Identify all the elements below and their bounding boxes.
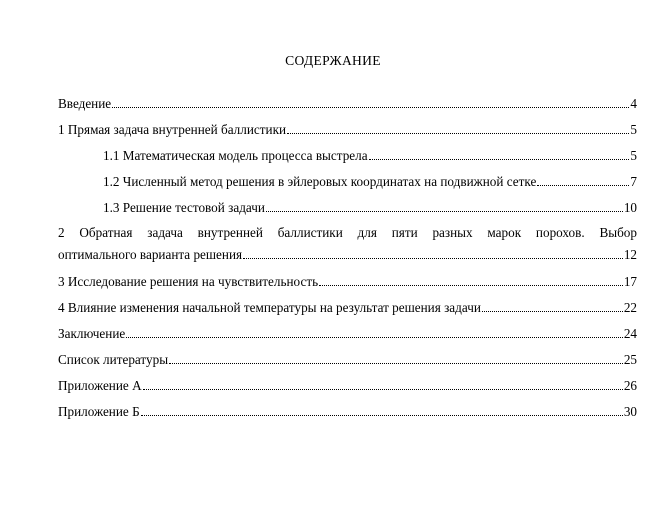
toc-entry-text: 1 Прямая задача внутренней баллистики bbox=[58, 122, 287, 137]
toc-leader-dots bbox=[243, 245, 623, 259]
toc-leader-dots bbox=[369, 146, 630, 160]
toc-page-number: 22 bbox=[623, 300, 637, 315]
toc-entry-text: 4 Влияние изменения начальной температуры на результат решения задачи bbox=[58, 300, 481, 315]
toc-page-number: 4 bbox=[630, 96, 637, 111]
toc-entry-text: 1.3 Решение тестовой задачи bbox=[103, 200, 265, 215]
toc-entry-text: Приложение А bbox=[58, 378, 142, 393]
toc-entry-text-line-2-row bbox=[58, 244, 637, 266]
toc-entry-section-1 bbox=[58, 120, 637, 138]
toc-page-number: 30 bbox=[623, 404, 637, 419]
toc-leader-dots bbox=[126, 324, 623, 338]
toc-leader-dots bbox=[287, 120, 629, 134]
toc-page-number: 17 bbox=[623, 274, 637, 289]
toc-entry-section-2 bbox=[58, 222, 637, 266]
toc-entry-conclusion bbox=[58, 324, 637, 342]
toc-page-number: 26 bbox=[623, 378, 637, 393]
toc-entry-section-1-2 bbox=[103, 172, 637, 190]
page-title: СОДЕРЖАНИЕ bbox=[285, 53, 381, 68]
toc-page-number: 25 bbox=[623, 352, 637, 367]
toc-entry-text: Список литературы bbox=[58, 352, 169, 367]
toc-entry-appendix-a bbox=[58, 376, 637, 394]
toc-page-number: 10 bbox=[623, 200, 637, 215]
toc-entry-text: Приложение Б bbox=[58, 404, 140, 419]
toc-entry-appendix-b bbox=[58, 402, 637, 420]
toc-page-number: 24 bbox=[623, 326, 637, 341]
toc-entry-text: 1.2 Численный метод решения в эйлеровых координатах на подвижной сетке bbox=[103, 174, 537, 189]
toc-page-number: 5 bbox=[630, 148, 637, 163]
toc-entry-text: Заключение bbox=[58, 326, 126, 341]
toc-entry-text: 3 Исследование решения на чувствительность bbox=[58, 274, 319, 289]
toc-entry-introduction bbox=[58, 94, 637, 112]
toc-page-number: 7 bbox=[630, 174, 637, 189]
toc-entry-section-1-1 bbox=[103, 146, 637, 164]
toc-leader-dots bbox=[143, 376, 623, 390]
toc-page-number: 12 bbox=[623, 247, 637, 262]
toc-entry-text: Введение bbox=[58, 96, 112, 111]
toc-leader-dots bbox=[169, 350, 623, 364]
toc-entry-text-line-2: оптимального варианта решения bbox=[58, 247, 243, 262]
toc-leader-dots bbox=[482, 298, 623, 312]
toc-leader-dots bbox=[319, 272, 623, 286]
toc-page-number: 5 bbox=[630, 122, 637, 137]
toc-leader-dots bbox=[266, 198, 623, 212]
toc-leader-dots bbox=[112, 94, 629, 108]
toc-entry-text-line-1: 2 Обратная задача внутренней баллистики для пяти разных марок порохов. Выбор bbox=[58, 225, 637, 240]
toc-leader-dots bbox=[537, 172, 629, 186]
toc-entry-section-1-3 bbox=[103, 198, 637, 216]
toc-leader-dots bbox=[141, 402, 623, 416]
toc-entry-section-4 bbox=[58, 298, 637, 316]
toc-entry-text: 1.1 Математическая модель процесса выстрела bbox=[103, 148, 368, 163]
toc-entry-references bbox=[58, 350, 637, 368]
toc-entry-section-3 bbox=[58, 272, 637, 290]
